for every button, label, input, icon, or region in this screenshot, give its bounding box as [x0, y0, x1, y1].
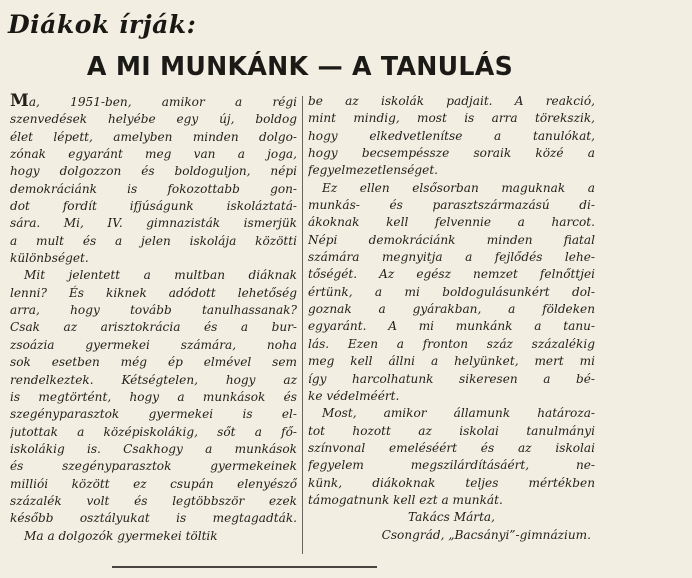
left-column: [10, 93, 297, 545]
left-column-line: százalék volt és legtöbbször ezek: [10, 493, 297, 508]
column-divider: [302, 96, 303, 554]
left-column-line: Ma, 1951-ben, amikor a régi: [10, 93, 297, 111]
left-column-line: iskolákig is. Csakhogy a munkások: [10, 441, 297, 456]
left-column-line: Mit jelentett a multban diáknak: [24, 268, 297, 283]
right-column-line: fegyelmezetlenséget.: [308, 163, 439, 178]
right-column-line: színvonal emeléséért és az iskolai: [308, 440, 595, 455]
author-name: Takács Márta,: [408, 510, 495, 525]
right-column-line: így harcolhatunk sikeresen a bé-: [308, 371, 595, 386]
right-column-line: goznak a gyárakban, a földeken: [308, 302, 595, 317]
right-column-line: munkás- és parasztszármazású di-: [308, 198, 595, 213]
right-column-line: ákoknak kell felvennie a harcot.: [308, 215, 595, 230]
left-column-line: szegényparasztok gyermekei is el-: [10, 407, 297, 422]
left-column-line: a mult és a jelen iskolája közötti: [10, 233, 297, 248]
right-column-line: Most, amikor államunk határoza-: [322, 406, 595, 421]
right-column-line: egyaránt. A mi munkánk a tanu-: [308, 319, 595, 334]
right-column-line: Ez ellen elsősorban maguknak a: [322, 180, 595, 195]
left-column-line: milliói között ez csupán elenyésző: [10, 476, 297, 491]
left-column-line: élet lépett, amelyben minden dolgo-: [10, 129, 297, 144]
right-column-line: hogy elkedvetlenítse a tanulókat,: [308, 128, 595, 143]
section-kicker: Diákok írják:: [8, 10, 197, 39]
left-column-line: Ma a dolgozók gyermekei töltik: [24, 528, 218, 543]
bottom-rule: [112, 566, 377, 568]
left-column-line: arra, hogy tovább tanulhassanak?: [10, 303, 297, 318]
left-column-line: szenvedések helyébe egy új, boldog: [10, 112, 297, 127]
left-column-line: lenni? És kiknek adódott lehetőség: [10, 285, 297, 300]
right-column-line: be az iskolák padjait. A reakció,: [308, 94, 595, 108]
left-column-line: sok esetben még ép elmével sem: [10, 355, 297, 370]
right-column-line: hogy becsempéssze soraik közé a: [308, 146, 595, 161]
right-column-line: fegyelem megszilárdításáért, ne-: [308, 458, 595, 473]
left-column-line: különbséget.: [10, 251, 89, 266]
left-column-line: zónak egyaránt meg van a joga,: [10, 147, 297, 162]
right-column-line: számára megnyitja a fejlődés lehe-: [308, 250, 595, 265]
right-column-line: támogatnunk kell ezt a munkát.: [308, 492, 503, 507]
right-column-line: tot hozott az iskolai tanulmányi: [308, 423, 595, 438]
left-column-line: rendelkeztek. Kétségtelen, hogy az: [10, 372, 297, 387]
drop-cap: M: [10, 93, 29, 111]
left-column-line: és szegényparasztok gyermekeinek: [10, 459, 297, 474]
right-column-line: lás. Ezen a fronton száz százalékig: [308, 336, 595, 351]
left-column-line: Csak az arisztokrácia és a bur-: [10, 320, 297, 335]
left-column-line: zsoázia gyermekei számára, noha: [10, 337, 297, 352]
left-column-line: dot fordít ifjúságunk iskoláztatá-: [10, 199, 297, 214]
left-column-line: is megtörtént, hogy a munkások és: [10, 389, 297, 404]
right-column-line: meg kell állni a helyünket, mert mi: [308, 354, 595, 369]
right-column-line: értünk, a mi boldogulásunkért dol-: [308, 284, 595, 299]
left-column-line: sára. Mi, IV. gimnazisták ismerjük: [10, 216, 297, 231]
right-column: [308, 93, 595, 544]
article-title: A MI MUNKÁNK — A TANULÁS: [86, 52, 514, 82]
right-column-line: ke védelméért.: [308, 388, 400, 403]
left-column-line: demokráciánk is fokozottabb gon-: [10, 181, 297, 196]
left-column-line: hogy dolgozzon és boldoguljon, népi: [10, 164, 297, 179]
right-column-line: tőségét. Az egész nemzet felnőttjei: [308, 267, 595, 282]
left-column-line: jutottak a középiskolákig, sőt a fő-: [10, 424, 297, 439]
author-school: Csongrád, „Bacsányi”-gimnázium.: [381, 527, 591, 542]
left-column-line: később osztályukat is megtagadták.: [10, 511, 297, 526]
right-column-line: mint mindig, most is arra törekszik,: [308, 111, 595, 126]
right-column-line: künk, diákoknak teljes mértékben: [308, 475, 595, 490]
right-column-line: Népi demokráciánk minden fiatal: [308, 232, 595, 247]
